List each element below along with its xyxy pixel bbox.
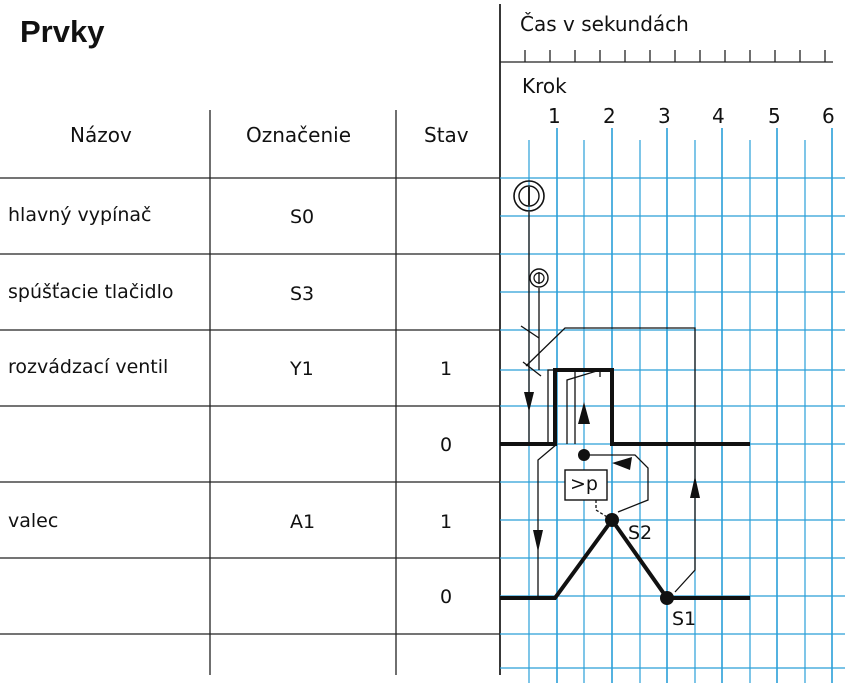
sensor-s2-dot (605, 513, 619, 527)
header-designation: Označenie (246, 123, 352, 147)
sensor-s1-dot (660, 591, 674, 605)
time-ruler (500, 50, 833, 62)
step-number-4: 4 (712, 104, 725, 128)
row-4-state: 0 (440, 434, 453, 456)
row-5-state: 1 (440, 511, 453, 533)
sensor-s2-label: S2 (628, 522, 653, 544)
table-lines (0, 4, 500, 675)
signal-lines (521, 212, 695, 598)
row-3-designation: Y1 (290, 358, 314, 380)
junction-dot (578, 449, 590, 461)
row-3-name: rozvádzací ventil (8, 356, 169, 378)
pressure-switch-label: >p (570, 473, 598, 495)
row-3-state: 1 (440, 358, 453, 380)
step-number-1: 1 (548, 104, 561, 128)
row-2-designation: S3 (290, 283, 315, 305)
sensor-s1-label: S1 (672, 608, 697, 630)
row-5-designation: A1 (290, 511, 316, 533)
header-name: Názov (70, 123, 132, 147)
page-title: Prvky (20, 14, 105, 49)
step-number-5: 5 (768, 104, 781, 128)
row-1-designation: S0 (290, 206, 315, 228)
row-2-name: spúšťacie tlačidlo (8, 281, 174, 303)
row-1-name: hlavný vypínač (8, 204, 152, 226)
step-number-6: 6 (822, 104, 835, 128)
valve-y1-state-line (500, 370, 750, 444)
step-number-2: 2 (603, 104, 616, 128)
row-6-state: 0 (440, 586, 453, 608)
main-switch-icon (514, 181, 544, 211)
push-button-icon (530, 269, 548, 287)
step-number-3: 3 (658, 104, 671, 128)
step-axis-label: Krok (522, 74, 567, 98)
row-5-name: valec (8, 510, 59, 532)
header-state: Stav (424, 123, 469, 147)
time-axis-label: Čas v sekundách (520, 12, 689, 36)
